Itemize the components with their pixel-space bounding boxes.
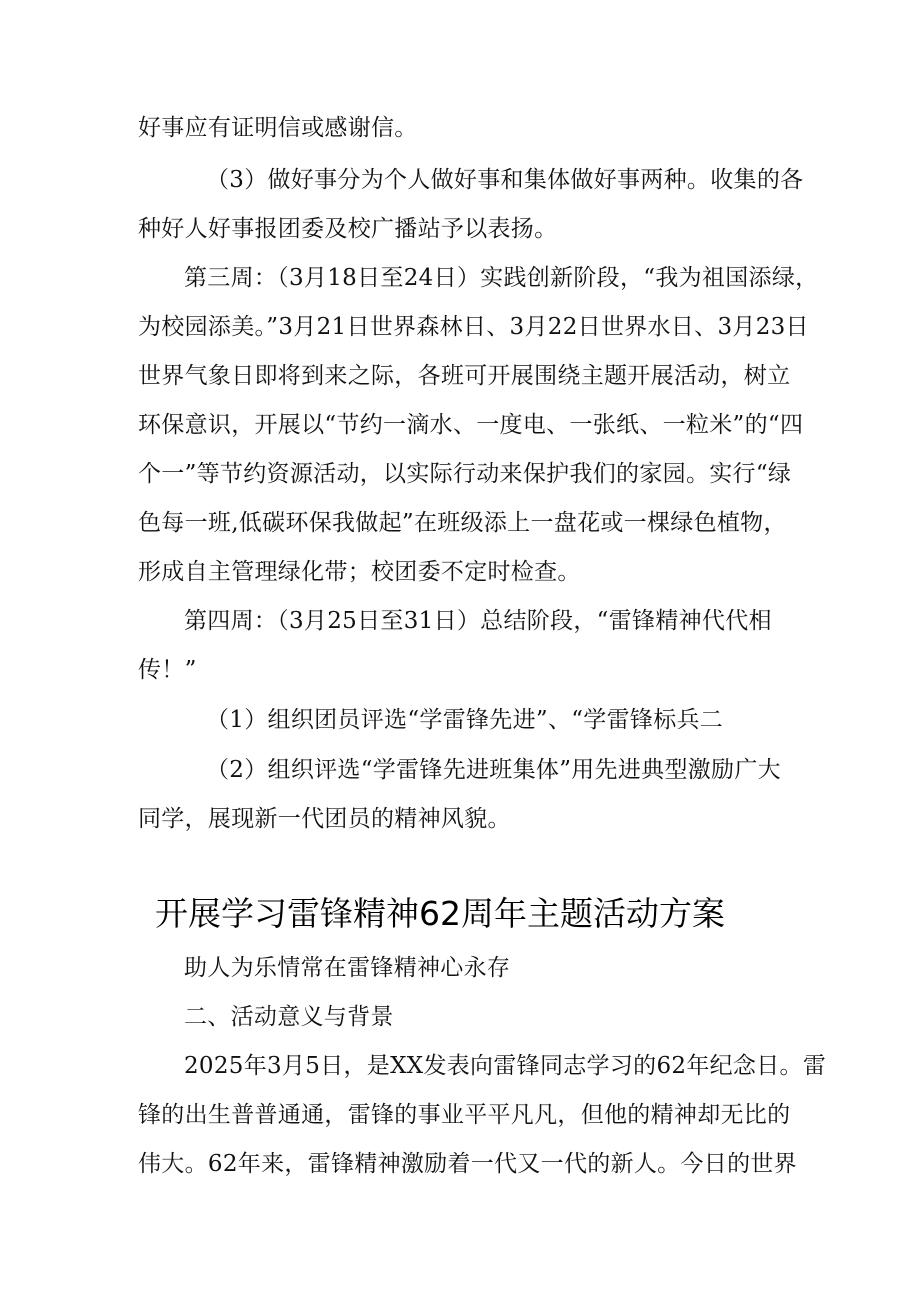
paragraph-line: （2）组织评选“学雷锋先进班集体”用先进典型激励广大 [206, 757, 781, 783]
section-heading: 二、活动意义与背景 [184, 1004, 394, 1030]
paragraph-line: 好事应有证明信或感谢信。 [138, 115, 418, 141]
paragraph-line: 环保意识，开展以“节约一滴水、一度电、一张纸、一粒米”的“四 [138, 412, 804, 438]
paragraph-line: 种好人好事报团委及校广播站予以表扬。 [138, 216, 558, 242]
paragraph-line: 形成自主管理绿化带；校团委不定时检查。 [138, 559, 581, 585]
paragraph-line: 第四周：（3月25日至31日）总结阶段，“雷锋精神代代相 [184, 608, 772, 634]
paragraph-line: 世界气象日即将到来之际，各班可开展围绕主题开展活动，树立 [138, 363, 791, 389]
paragraph-line: 伟大。62年来，雷锋精神激励着一代又一代的新人。今日的世界 [138, 1151, 797, 1177]
paragraph-line: （1）组织团员评选“学雷锋先进”、“学雷锋标兵二 [206, 707, 724, 733]
paragraph-line: 2025年3月5日，是XX发表向雷锋同志学习的62年纪念日。雷 [184, 1053, 827, 1079]
paragraph-line: 为校园添美。”3月21日世界森林日、3月22日世界水日、3月23日 [138, 314, 809, 340]
paragraph-line: 个一”等节约资源活动，以实际行动来保护我们的家园。实行“绿 [138, 461, 792, 487]
paragraph-line: 同学，展现新一代团员的精神风貌。 [138, 806, 511, 832]
document-heading: 开展学习雷锋精神62周年主题活动方案 [155, 894, 725, 933]
subtitle-line: 助人为乐情常在雷锋精神心永存 [184, 955, 511, 981]
paragraph-line: 锋的出生普普通通，雷锋的事业平平凡凡，但他的精神却无比的 [138, 1102, 791, 1128]
paragraph-line: 色每一班,低碳环保我做起”在班级添上一盘花或一棵绿色植物， [138, 510, 787, 536]
paragraph-line: 第三周：（3月18日至24日）实践创新阶段，“我为祖国添绿， [184, 265, 819, 291]
paragraph-line: （3）做好事分为个人做好事和集体做好事两种。收集的各 [206, 167, 804, 193]
paragraph-line: 传！” [138, 657, 197, 683]
